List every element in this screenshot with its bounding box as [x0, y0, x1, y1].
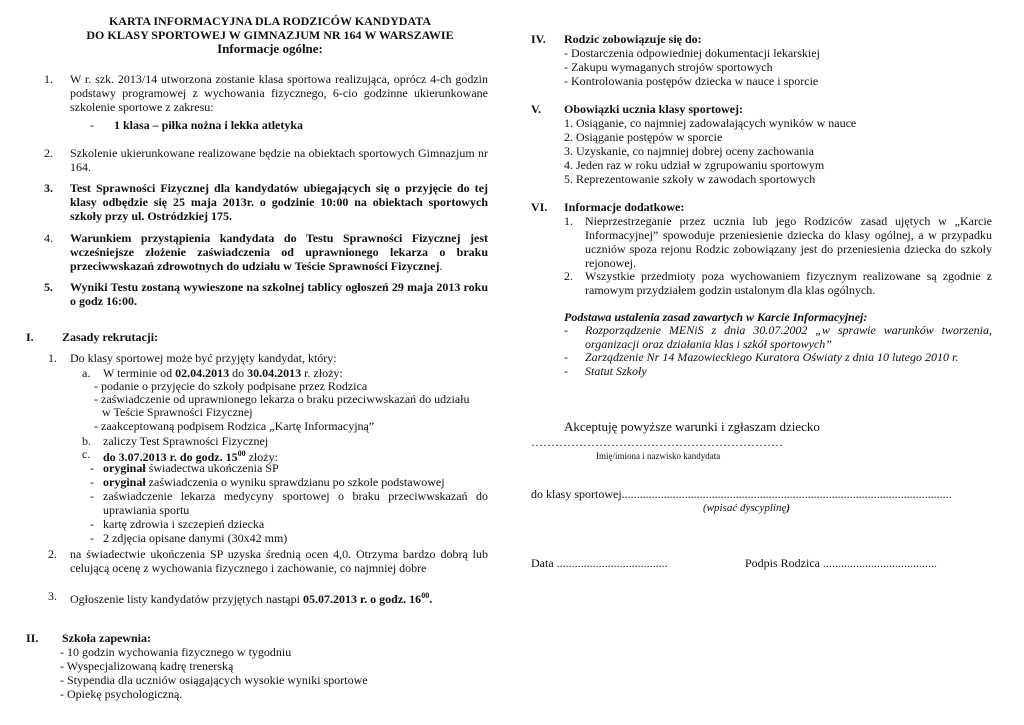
- bullet-dash: -: [564, 323, 568, 337]
- deadline-line: [103, 366, 343, 380]
- list-number: 2.: [564, 269, 573, 283]
- provision-item: - 10 godzin wychowania fizycznego w tygodniu: [60, 645, 292, 659]
- general-item-text: Szkolenie ukierunkowane realizowane będzie na obiektach sportowych Gimnazjum nr 164.: [70, 146, 488, 174]
- list-label: a.: [82, 366, 91, 380]
- general-item-text: Wyniki Testu zostaną wywieszone na szkolnej tablicy ogłoszeń 29 maja 2013 roku o godz 16:00.: [70, 280, 488, 308]
- document-subtitle: DO KLASY SPORTOWEJ W GIMNAZJUM NR 164 W WARSZAWIE: [86, 28, 454, 42]
- name-label: Imię/imiona i nazwisko kandydata: [596, 451, 721, 461]
- document-item: - zaakceptowaną podpisem Rodzica „Kartę Informacyjną”: [94, 419, 375, 433]
- document-item: kartę zdrowia i szczepień dziecka: [103, 517, 265, 531]
- bullet-dash: -: [90, 118, 94, 132]
- parent-signature-field[interactable]: Podpis Rodzica ......................................: [745, 556, 937, 570]
- additional-info: Wszystkie przedmioty poza wychowaniem fizycznym realizowane są zgodnie z ramowym przydziałem godzin ustalonym dla klas ogólnych.: [585, 269, 992, 297]
- text: zaświadczenia o wyniku sprawdzianu po szkole podstawowej: [145, 475, 445, 489]
- document-item: w Teście Sprawności Fizycznej: [102, 405, 253, 419]
- obligation-item: - Kontrolowania postępów dziecka w nauce i sporcie: [564, 74, 819, 88]
- list-label: c.: [82, 447, 91, 461]
- general-item-text: Test Sprawności Fizycznej dla kandydatów ubiegających się o przyjęcie do tej klasy odbędzie się 25 maja 2013r. o godzinie 10:00 na obiektach sportowych szkoły przy ul. Ostródzkiej 175.: [70, 181, 488, 223]
- general-item-number: 1.: [44, 72, 53, 86]
- class-hint: [703, 501, 790, 515]
- provision-item: - Wyspecjalizowaną kadrę trenerską: [60, 659, 234, 673]
- test-item: zaliczy Test Sprawności Fizycznej: [103, 434, 269, 448]
- provision-item: - Opiekę psychologiczną.: [60, 687, 183, 701]
- section-number: II.: [26, 631, 39, 645]
- bullet-dash: -: [564, 364, 568, 378]
- date: 30.04.2013: [247, 366, 302, 380]
- basis-title: Podstawa ustalenia zasad zawartych w Karcie Informacyjnej:: [564, 310, 868, 324]
- hint-text: (wpisać dyscyplinę: [703, 502, 787, 514]
- document-item: 2 zdjęcia opisane danymi (30x42 mm): [103, 531, 288, 545]
- text: W terminie od: [103, 366, 176, 380]
- list-number: 1.: [48, 351, 57, 365]
- text: r. złoży:: [301, 366, 343, 380]
- bold: 05.07.2013 r. o godz. 16: [302, 592, 422, 606]
- general-item-number: 3.: [44, 181, 53, 195]
- document-item: - zaświadczenie od uprawnionego lekarza o braku przeciwwskazań do udziału: [94, 392, 470, 406]
- bullet-dash: -: [90, 489, 94, 503]
- tail: .: [429, 592, 433, 606]
- section-title: Szkoła zapewnia:: [62, 631, 152, 645]
- bullet-dash: -: [90, 475, 94, 489]
- document-item: zaświadczenie lekarza medycyny sportowej o braku przeciwwskazań do uprawiania sportu: [103, 489, 488, 517]
- document-item: - podanie o przyjęcie do szkoły podpisane przez Rodzica: [94, 379, 368, 393]
- text: świadectwa ukończenia SP: [145, 461, 279, 475]
- basis-item: Rozporządzenie MENiS z dnia 30.07.2002 „w sprawie warunków tworzenia, organizacji oraz działania klas i szkół sportowych”: [585, 323, 992, 351]
- document-item: [103, 475, 445, 489]
- text: złoży:: [245, 450, 278, 464]
- section-title: Rodzic zobowiązuje się do:: [564, 32, 702, 46]
- duty-item: 2. Osiąganie postępów w sporcie: [564, 130, 723, 144]
- bullet-dash: -: [564, 350, 568, 364]
- list-label: b.: [82, 434, 91, 448]
- section-number: IV.: [531, 32, 546, 46]
- obligation-item: - Dostarczenia odpowiedniej dokumentacji lekarskiej: [564, 46, 820, 60]
- list-number: 1.: [564, 214, 573, 228]
- obligation-item: - Zakupu wymaganych strojów sportowych: [564, 60, 773, 74]
- hint-tail: ): [786, 502, 791, 514]
- bold: oryginał: [103, 475, 146, 489]
- duty-item: 3. Uzyskanie, co najmniej dobrej oceny zachowania: [564, 144, 814, 158]
- additional-info: Nieprzestrzeganie przez ucznia lub jego Rodziców zasad ujętych w „Karcie Informacyjnej” spowoduje przeniesienie dziecka do klasy ogólnej, a w przypadku uczniów spoza rejonu Rodzic zobowiązany jest do przeniesienia dziecka do szkoły rejonowej.: [585, 214, 992, 270]
- general-item-text: W r. szk. 2013/14 utworzona zostanie klasa sportowa realizująca, oprócz 4-ch godzin podstawy programowej z wychowania fizycznego, 6-cio godzinne ukierunkowane szkolenie sportowe z zakresu:: [70, 72, 488, 114]
- section-title: Informacje dodatkowe:: [564, 200, 685, 214]
- date-field[interactable]: Data .....................................: [531, 556, 668, 570]
- date: 02.04.2013: [175, 366, 230, 380]
- section-number: V.: [531, 102, 542, 116]
- discipline-text: 1 klasa – piłka nożna i lekka atletyka: [114, 118, 304, 132]
- superscript: 00: [237, 449, 246, 458]
- general-item-number: 2.: [44, 146, 53, 160]
- section-number: I.: [26, 330, 34, 344]
- list-number: 3.: [48, 589, 57, 603]
- section-title: Obowiązki ucznia klasy sportowej:: [564, 102, 744, 116]
- general-info-heading: Informacje ogólne:: [217, 41, 323, 56]
- section-number: VI.: [531, 200, 548, 214]
- bullet-dash: -: [90, 531, 94, 545]
- general-item-number: 4.: [44, 231, 53, 245]
- grade-condition: na świadectwie ukończenia SP uzyska średnią ocen 4,0. Otrzyma bardzo dobrą lub celującą ocenę z wychowania fizycznego i zachowanie, co najmniej dobre: [70, 547, 488, 575]
- basis-item: Zarządzenie Nr 14 Mazowieckiego Kuratora Oświaty z dnia 10 lutego 2010 r.: [585, 350, 959, 364]
- provision-item: - Stypendia dla uczniów osiągających wysokie wyniki sportowe: [60, 673, 368, 687]
- name-dotted-line[interactable]: ………………………………………………………: [531, 435, 783, 449]
- class-dotted-line[interactable]: do klasy sportowej..............................................................................................................: [531, 487, 952, 501]
- document-item: [103, 461, 279, 475]
- bold: oryginał: [103, 461, 146, 475]
- announcement: [70, 589, 432, 606]
- acceptance-text: Akceptuję powyższe warunki i zgłaszam dziecko: [564, 419, 820, 434]
- basis-item: Statut Szkoły: [585, 364, 647, 378]
- duty-item: 1. Osiąganie, co najmniej zadowalających wyników w nauce: [564, 116, 857, 130]
- recruitment-condition: Do klasy sportowej może być przyjęty kandydat, który:: [70, 351, 337, 365]
- duty-item: 5. Reprezentowanie szkoły w zawodach sportowych: [564, 172, 816, 186]
- duty-item: 4. Jeden raz w roku udział w zgrupowaniu sportowym: [564, 158, 825, 172]
- general-item-number: 5.: [44, 280, 53, 294]
- section-title: Zasady rekrutacji:: [62, 330, 159, 344]
- document-title: KARTA INFORMACYJNA DLA RODZICÓW KANDYDATA: [108, 14, 432, 28]
- general-item-bold: Warunkiem przystąpienia kandydata do Testu Sprawności Fizycznej jest wcześniejsze złożenie zaświadczenia od uprawnionego lekarza o braku przeciwwskazań zdrowotnych do udziału w Teście Sprawności Fizycznej: [70, 231, 488, 273]
- deadline: do 3.07.2013 r. do godz. 15: [103, 450, 238, 464]
- general-item-tail: .: [439, 259, 443, 273]
- text: do: [229, 366, 248, 380]
- list-number: 2.: [48, 547, 57, 561]
- general-item-text: [70, 231, 488, 273]
- bullet-dash: -: [90, 461, 94, 475]
- bullet-dash: -: [90, 517, 94, 531]
- superscript: 00: [421, 591, 430, 600]
- text: Ogłoszenie listy kandydatów przyjętych nastąpi: [70, 592, 303, 606]
